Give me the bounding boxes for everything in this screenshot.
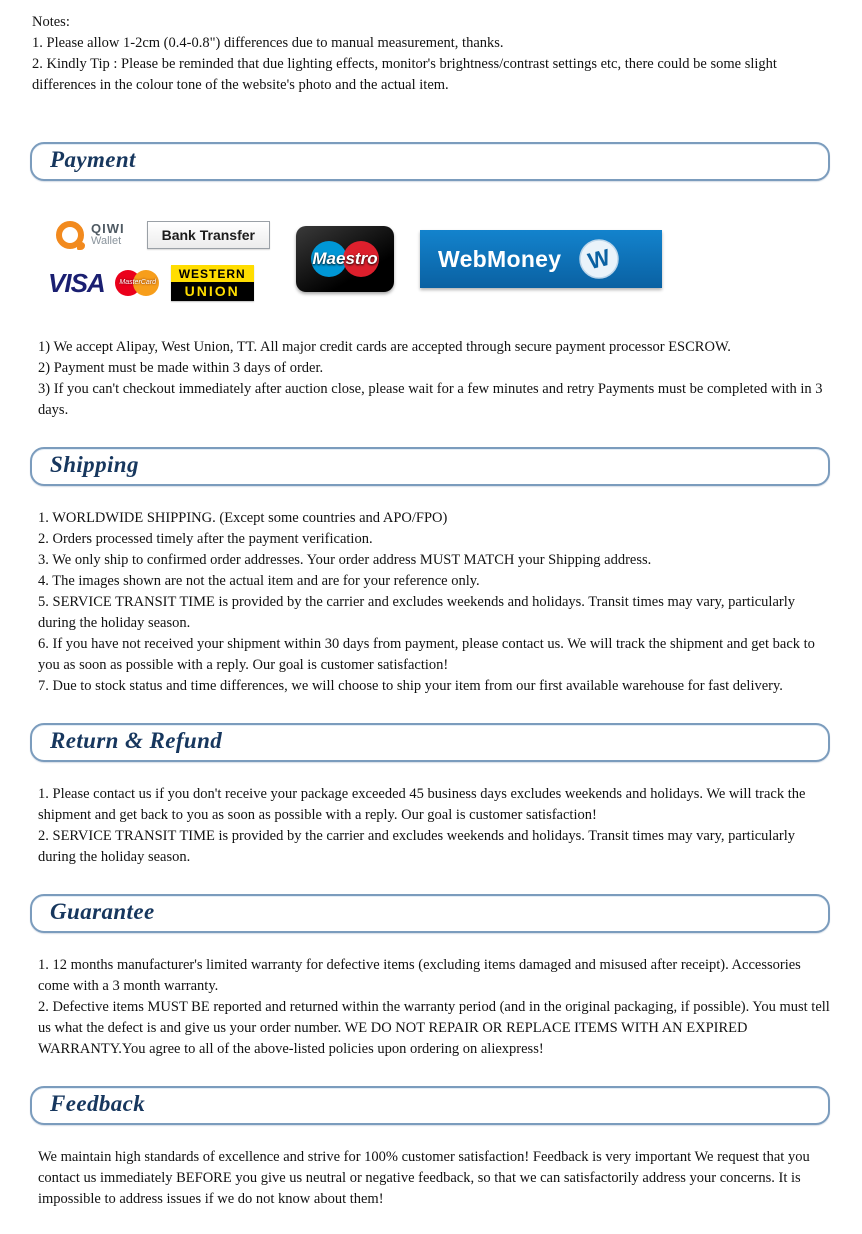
feedback-heading-label: Feedback [50, 1091, 146, 1117]
qiwi-icon [56, 221, 84, 249]
guarantee-section-heading [30, 894, 830, 933]
return-line: 2. SERVICE TRANSIT TIME is provided by the carrier and excludes weekends and holidays. Transit times may vary, particularly during the holiday season. [38, 828, 795, 866]
maestro-label: Maestro [312, 249, 378, 269]
card-logo-grid [48, 217, 270, 301]
shipping-heading-label: Shipping [50, 452, 139, 478]
guarantee-line: 2. Defective items MUST BE reported and returned within the warranty period (and in the original packaging, if possible). You must tell us what the defect is and give us your order number. WE DO NOT REPAIR OR REPLACE ITEMS WITH AN EXPIRED WARRANTY.You agree to all of the above-listed policies upon ordering on aliexpress! [38, 999, 830, 1058]
payment-logos [48, 217, 832, 301]
webmoney-label: WebMoney [437, 245, 562, 272]
return-refund-section-heading [30, 723, 830, 762]
western-union-logo [171, 265, 254, 301]
mastercard-label: MasterCard [119, 279, 156, 287]
visa-logo: VISA [48, 267, 105, 298]
svg-text:W: W [585, 243, 614, 275]
qiwi-label-line1: QIWI [91, 221, 125, 237]
return-line: 1. Please contact us if you don't receive your package exceeded 45 business days excludes weekends and holidays. We will track the shipment and get back to you as soon as possible with a reply. Our goal is customer satisfaction! [38, 786, 806, 824]
shipping-section-heading [30, 447, 830, 486]
note-line: 2. Kindly Tip : Please be reminded that due lighting effects, monitor's brightness/contrast settings etc, there could be some slight differences in the colour tone of the website's photo and the actual item. [32, 56, 777, 94]
feedback-section-heading [30, 1086, 830, 1125]
webmoney-globe-icon [579, 239, 619, 279]
maestro-logo [296, 226, 394, 292]
qiwi-wallet-logo [48, 217, 133, 253]
feedback-paragraph: We maintain high standards of excellence and strive for 100% customer satisfaction! Feedback is very important We request that you contact us immediately BEFORE you give us neutral or negative feedback, so that we can satisfactorily address your concerns. It is impossible to address issues if we do not know about them! [38, 1149, 810, 1208]
qiwi-label-line2: Wallet [91, 235, 122, 248]
payment-line: 1) We accept Alipay, West Union, TT. All major credit cards are accepted through secure payment processor ESCROW. [38, 339, 731, 356]
feedback-text [30, 1147, 832, 1210]
return-refund-heading-label: Return & Refund [50, 728, 223, 754]
shipping-line: 4. The images shown are not the actual item and are for your reference only. [38, 573, 480, 590]
shipping-text [30, 508, 832, 697]
note-line: 1. Please allow 1-2cm (0.4-0.8") differences due to manual measurement, thanks. [32, 35, 504, 52]
shipping-line: 1. WORLDWIDE SHIPPING. (Except some countries and APO/FPO) [38, 510, 448, 527]
guarantee-line: 1. 12 months manufacturer's limited warranty for defective items (excluding items damaged and misused after receipt). Accessories come with a 3 month warranty. [38, 957, 801, 995]
shipping-line: 5. SERVICE TRANSIT TIME is provided by the carrier and excludes weekends and holidays. Transit times may vary, particularly during the holiday season. [38, 594, 795, 632]
western-union-label-line2: UNION [171, 282, 254, 301]
payment-section-heading [30, 142, 830, 181]
logo-grid-bottom-row [48, 265, 270, 301]
payment-text [30, 337, 832, 421]
guarantee-text [30, 955, 832, 1060]
return-refund-text [30, 784, 832, 868]
shipping-line: 3. We only ship to confirmed order addresses. Your order address MUST MATCH your Shipping address. [38, 552, 652, 569]
guarantee-heading-label: Guarantee [50, 899, 155, 925]
webmoney-logo [420, 230, 662, 288]
qiwi-label [91, 222, 125, 247]
payment-heading-label: Payment [50, 147, 136, 173]
payment-line: 3) If you can't checkout immediately after auction close, please wait for a few minutes and retry Payments must be completed with in 3 days. [38, 381, 823, 419]
shipping-line: 2. Orders processed timely after the payment verification. [38, 531, 373, 548]
notes-title: Notes: [32, 14, 70, 30]
western-union-label-line1: WESTERN [171, 265, 254, 282]
shipping-line: 7. Due to stock status and time differences, we will choose to ship your item from our first available warehouse for fast delivery. [38, 678, 783, 695]
shipping-line: 6. If you have not received your shipment within 30 days from payment, please contact us. We will track the shipment and get back to you as soon as possible with a reply. Our goal is customer satisfaction! [38, 636, 815, 674]
mastercard-logo [115, 269, 161, 297]
logo-grid-top-row [48, 217, 270, 253]
payment-line: 2) Payment must be made within 3 days of order. [38, 360, 324, 377]
notes-block [32, 12, 832, 96]
bank-transfer-logo: Bank Transfer [147, 221, 270, 249]
